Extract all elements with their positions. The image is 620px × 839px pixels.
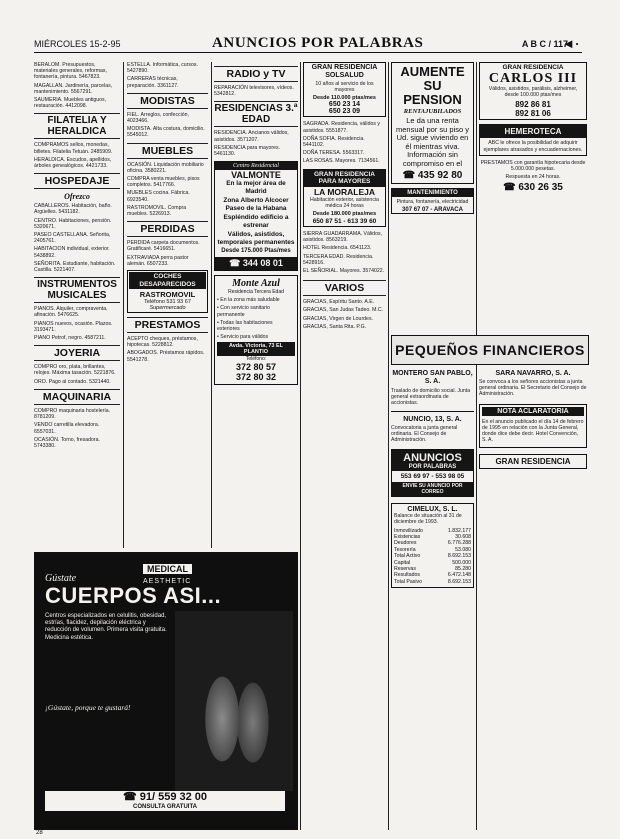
medical-phone-bar — [45, 791, 285, 811]
nuncio-name: NUNCIO, 13, S. A. — [403, 415, 462, 423]
classified-ad: CARRERAS técnicas, preparación. 3361127. — [127, 76, 179, 89]
mantenimiento-title: MANTENIMIENTO — [392, 189, 473, 197]
navarro-body: Se convoca a los señores accionistas a junta general ordinaria. El Secretario del Consejo de Administración. — [479, 379, 587, 398]
page-header — [34, 35, 582, 53]
hemeroteca-ad-box — [479, 124, 587, 155]
classified-ad: ABOGADOS. Préstamos rápidos. 5541278. — [127, 350, 205, 363]
valmonte-tag: Centro Residencial — [215, 162, 297, 170]
classified-ad: OCASIÓN. Torno, fresadora. 5743380. — [34, 436, 100, 449]
cimelux-body: Balance de situación al 31 de diciembre de 1993. — [394, 513, 462, 526]
valmonte-ad-box — [214, 161, 298, 271]
column-rule — [123, 62, 124, 548]
solsalud-price: Desde 110.000 ptas/mes — [313, 95, 376, 102]
classified-ad: SIERRA GUADARRAMA. Válidos, asistidos. 8563219. — [303, 231, 382, 244]
carlos-phone2: 892 81 06 — [515, 109, 551, 119]
moraleja-ad-box — [303, 169, 386, 227]
classified-ad: BERALOM. Presupuestos, materiales generales, reformas, fontanería, pintura. 5467823. — [34, 62, 107, 81]
monte-azul-phone2: 372 80 32 — [235, 372, 277, 383]
carlos-body: Válidos, asistidos, parálisis, alzheimer, desde 100.000 ptas/mes — [488, 86, 578, 99]
medical-sub: ¡Gústate, porque te gustará! — [45, 703, 131, 712]
solsalud-title: GRAN RESIDENCIA SOLSALUD — [311, 64, 378, 79]
classified-ad: RASTROMOVIL. Compra muebles. 5226913. — [127, 204, 187, 218]
balance-label: Deudores — [394, 540, 417, 547]
montero-name: MONTERO SAN PABLO, S. A. — [392, 370, 473, 385]
monte-azul-bullet: • Servicio para válidos — [217, 334, 269, 341]
carlos-name: CARLOS III — [488, 71, 578, 86]
carlos-title: GRAN RESIDENCIA — [502, 64, 564, 71]
classified-ad: DOÑA SOFIA. Residencia. 5441102. — [303, 135, 365, 149]
classified-ad: CENTRO. Habitaciones, pensión. 5320671. — [34, 217, 112, 230]
classified-ad: MUEBLES cocina. Fábrica. 6923540. — [127, 190, 190, 203]
balance-label: Existencias — [394, 534, 421, 541]
classified-ad: GRACIAS, Santa Rita. P.G. — [303, 323, 367, 330]
anuncios-ad-box — [391, 449, 474, 497]
classified-ad: PIANOS. Alquiler, compraventa, afinación. 5476625. — [34, 306, 108, 319]
coches-phone: Teléfono 531 93 67 — [144, 299, 191, 306]
classified-ad: DOÑA TERESA. 5563317. — [303, 150, 365, 157]
classified-ad: MODISTA. Alta costura, domicilio. 5545012. — [127, 126, 205, 139]
navarro-name: SARA NAVARRO, S. A. — [495, 370, 571, 377]
classified-ad: ORO. Pago al contado. 5321440. — [34, 378, 111, 385]
balance-value: 6.472.148 — [447, 572, 471, 579]
medical-headline: CUERPOS ASI... — [45, 583, 222, 608]
hemeroteca-title: HEMEROTECA — [480, 125, 586, 138]
mantenimiento-body: Pintura, fontanería, electricidad — [396, 199, 469, 205]
medical-phone: ☎ 91/ 559 32 00 — [122, 791, 208, 803]
monte-azul-address: Avda. Victoria, 73 EL PLANTIO — [217, 342, 295, 356]
carlos-phone1: 892 86 81 — [515, 100, 551, 110]
section-heading: JOYERIA — [34, 345, 120, 361]
medical-tagline: Gústate — [45, 573, 77, 584]
monte-azul-phone-label: Teléfono: — [245, 356, 267, 363]
classified-ad: CABALLEROS. Habitación, baño. Argüelles. 5431182. — [34, 203, 112, 216]
bodies-photo — [175, 611, 293, 791]
balance-value: 30.608 — [455, 534, 471, 541]
balance-label: Tesorería — [394, 546, 416, 553]
balance-value: 53.080 — [455, 546, 471, 553]
cimelux-name: CIMELUX, S. L. — [407, 506, 458, 514]
classified-ad: COMPRAMOS sellos, monedas, billetes. Filatelia Tetuán. 2485909. — [34, 142, 113, 155]
solsalud-body: 10 años al servicio de los mayores — [315, 81, 374, 94]
pension-phone: ☎ 435 92 80 — [402, 170, 463, 181]
gran-residencia-title: GRAN RESIDENCIA — [495, 457, 571, 467]
section-heading: MODISTAS — [127, 93, 208, 109]
classified-ad: EXTRAVIADA perra pastor alemán. 6507233. — [127, 254, 189, 267]
pension-line3: PENSION — [403, 92, 462, 107]
balance-label: Capital — [394, 559, 411, 566]
moraleja-title: GRAN RESIDENCIA PARA MAYORES — [304, 170, 385, 187]
valmonte-name: VALMONTE — [231, 170, 281, 181]
hemeroteca-body: ABC le ofrece la posibilidad de adquirir ejemplares atrasados y encuadernaciones. — [483, 140, 583, 153]
valmonte-line2: Zona Alberto Alcocer Paseo de la Habana — [223, 197, 289, 212]
nuncio-body: Convocatoria a junta general ordinaria. El Consejo de Administración. — [391, 424, 458, 444]
montero-body: Traslado de domicilio social. Junta general extraordinaria de accionistas. — [391, 388, 471, 407]
column-1 — [34, 62, 120, 548]
classified-ad: FIEL. Arreglos, confección, 4023466. — [127, 111, 189, 125]
moraleja-body: Habitación exterior, asistencia médica 24 horas — [310, 196, 379, 209]
header-paper: A B C / 117 — [521, 39, 568, 49]
medical-aesthetic-ad — [34, 552, 298, 830]
classified-ad: PIANO Petrof, negro. 4587211. — [34, 335, 106, 342]
balance-value: 6.776.288 — [447, 540, 471, 547]
section-heading: HOSPEDAJE — [34, 173, 120, 189]
cimelux-notice — [391, 503, 474, 588]
valmonte-price: Desde 175.000 Ptas/mes — [221, 248, 291, 255]
classified-ad: LAS ROSAS. Mayores. 7134561. — [303, 158, 380, 165]
anuncios-phone: 553 69 97 - 553 98 05 — [400, 473, 465, 481]
column-5-lower — [391, 368, 474, 832]
column-6-lower — [479, 368, 587, 832]
column-2 — [127, 62, 208, 548]
anuncios-subtitle: POR PALABRAS — [392, 464, 473, 471]
balance-value: 8.692.153 — [447, 578, 471, 585]
column-rule — [300, 62, 301, 830]
classified-ad: SAGRADA. Residencia, válidos y asistidos. 5551877. — [303, 121, 380, 134]
section-heading: MAQUINARIA — [34, 389, 120, 405]
classified-ad: ACEPTO cheques, préstamos, hipotecas. 5228812. — [127, 336, 198, 349]
column-rule — [476, 62, 477, 830]
section-heading: PERDIDAS — [127, 221, 208, 237]
classified-ad: REPARACIÓN televisores, vídeos. 5342812. — [214, 85, 294, 98]
classified-ad: MAGALLAN. Jardinería, parcelas, mantenimiento. 5567291. — [34, 82, 113, 95]
section-heading: RADIO y TV — [214, 66, 298, 82]
col6-phone: ☎ 630 26 35 — [503, 182, 563, 194]
medical-cta: CONSULTA GRATUITA — [133, 804, 197, 810]
pequenos-financieros-banner — [391, 335, 589, 365]
anuncios-mail: ENVIE SU ANUNCIO POR CORREO — [392, 482, 473, 496]
solsalud-ad-box — [303, 62, 386, 117]
column-6 — [479, 62, 587, 332]
medical-brand — [143, 559, 293, 585]
page-title: ANUNCIOS POR PALABRAS — [212, 35, 424, 51]
monte-azul-phone1: 372 80 57 — [235, 362, 277, 373]
anuncios-title: ANUNCIOS — [392, 450, 473, 464]
moraleja-phone: 650 87 51 - 613 39 60 — [312, 218, 377, 226]
balance-label: Total Activo — [394, 553, 421, 560]
balance-label: Resultados — [394, 572, 420, 579]
classified-ad: VENDO carretilla elevadora. 6557031. — [34, 422, 100, 435]
classified-ad: PRESTAMOS con garantía hipotecaria desde 5.000.000 pesetas. — [480, 159, 586, 173]
classified-ad: EL SEÑORIAL. Mayores. 3574022. — [303, 268, 385, 275]
cimelux-balance-table — [394, 528, 471, 586]
classified-ad: COMPRO maquinaria hostelería. 8781209. — [34, 407, 111, 421]
pension-ad-box — [391, 62, 474, 184]
mantenimiento-ad-box — [391, 188, 474, 214]
pequenos-financieros-title: PEQUEÑOS FINANCIEROS — [395, 342, 585, 358]
mantenimiento-phone: 307 67 07 - ARAVACA — [402, 207, 463, 214]
classified-ad: GRACIAS, Espíritu Santo. A.E. — [303, 299, 375, 306]
page-number: 28 — [36, 830, 43, 836]
section-heading: MUEBLES — [127, 143, 208, 159]
coches-name: RASTROMOVIL — [139, 290, 196, 300]
monte-azul-bullet: • Todas las habitaciones exteriores — [217, 319, 273, 333]
balance-value: 1.832.177 — [447, 527, 471, 534]
nota-aclaratoria-box — [479, 404, 587, 449]
balance-row — [394, 579, 471, 585]
classified-ad: ESTELLA. Informática, cursos. 5427890. — [127, 62, 198, 75]
column-4 — [303, 62, 386, 832]
classified-ad: RESIDENCIA para mayores. 5461130. — [214, 144, 281, 158]
balance-label: Reservas — [394, 566, 416, 573]
pension-line2: SU — [423, 78, 442, 93]
medical-brand-1: MEDICAL — [143, 564, 192, 574]
solsalud-phone2: 650 23 09 — [328, 108, 361, 116]
classified-ad: PERDIDA carpeta documentos. Gratificaré. 5416651. — [127, 240, 200, 253]
balance-value: 85.280 — [455, 566, 471, 573]
section-heading: PRESTAMOS — [127, 317, 208, 333]
gran-residencia-footer — [479, 454, 587, 469]
classified-ad: TERCERA EDAD. Residencia. 5428916. — [303, 253, 374, 266]
moraleja-price: Desde 180.000 ptas/mes — [312, 211, 377, 218]
classified-ad: SEÑORITA. Estudiante, habitación. Castilla. 5221407. — [34, 260, 116, 274]
classified-ad: PASEO CASTELLANA. Señorita, 2405761. — [34, 232, 111, 245]
monte-azul-sub: Residencia Tercera Edad — [228, 289, 284, 296]
section-heading: RESIDENCIAS 3.ª EDAD — [214, 103, 298, 126]
coches-title: COCHES DESAPARECIDOS — [129, 272, 206, 289]
pension-body: Le da una renta mensual por su piso y Ud. sigue viviendo en él mientras viva. Información sin compromiso en el — [396, 116, 469, 168]
section-heading: INSTRUMENTOS MUSICALES — [34, 277, 120, 303]
valmonte-line3: Espléndido edificio a estrenar — [223, 214, 289, 229]
valmonte-line4: Válidos, asistidos, temporales permanentes — [217, 231, 295, 246]
classified-ad: GRACIAS, Virgen de Lourdes. — [303, 315, 373, 322]
classified-ad: COMPRA venta muebles, pisos completos. 5417766. — [127, 176, 200, 189]
balance-label: Inmovilizado — [394, 527, 423, 534]
pension-line1: AUMENTE — [400, 64, 465, 79]
classified-ad: RESIDENCIA. Ancianos válidos, asistidos. 3571207. — [214, 130, 289, 143]
valmonte-phone: ☎ 344 08 01 — [215, 257, 297, 270]
monte-azul-name: Monte Azul — [232, 278, 280, 290]
classified-ad: HOTEL Residencia. 6541123. — [303, 245, 372, 252]
header-date: MIÉRCOLES 15-2-95 — [34, 39, 121, 49]
subsection-heading: Ofrezco — [64, 192, 90, 202]
balance-label: Total Pasivo — [394, 578, 422, 585]
classified-ad: COMPRO oro, plata, brillantes, relojes. Máxima tasación. 5221876. — [34, 364, 116, 377]
moraleja-name: LA MORALEJA — [313, 186, 376, 197]
monte-azul-bullet: • En la zona más saludable — [217, 297, 280, 304]
medical-brand-2: AESTHETIC — [143, 578, 192, 585]
column-rule — [388, 62, 389, 830]
balance-value: 8.692.153 — [447, 553, 471, 560]
nota-title: NOTA ACLARATORIA — [482, 407, 584, 416]
coches-brand: Supermercado — [149, 305, 186, 312]
column-rule — [211, 62, 212, 548]
balance-value: 500.000 — [452, 559, 471, 566]
valmonte-line1: En la mejor área de Madrid — [226, 180, 286, 195]
coches-ad-box — [127, 270, 208, 313]
valmonte-phone-number: 344 08 01 — [242, 258, 283, 269]
classified-ad: HERALDICA. Escudos, apellidos, árboles genealógicos. 4421733. — [34, 156, 112, 170]
pension-phone-number: 435 92 80 — [417, 170, 463, 181]
classified-ad: HABITACION individual, exterior. 5438892. — [34, 246, 110, 259]
classified-ad: SAUMERIA. Muebles antiguos, restauración. 4412098. — [34, 97, 107, 110]
nota-body: En el anuncio publicado el día 14 de febrero de 1995 en relación con la Junta General, donde dice debe decir. Hotel Convención, S. A. — [482, 418, 584, 444]
carlos-ad-box — [479, 62, 587, 120]
section-heading: VARIOS — [303, 280, 386, 296]
solsalud-phone1: 650 23 14 — [328, 101, 361, 109]
monte-azul-ad-box — [214, 275, 298, 385]
classified-ad: OCASIÓN. Liquidación mobiliario oficina. 3580221. — [127, 161, 204, 174]
monte-azul-bullet: • Con servicio sanitario permanente — [217, 305, 270, 318]
classified-ad: Respuesta en 24 horas. — [505, 174, 561, 181]
column-3 — [214, 62, 298, 548]
pension-brand: RENTAJUBILADOS — [403, 108, 462, 115]
arrow-icon: ◄· — [562, 36, 580, 51]
classified-ad: GRACIAS, San Judas Tadeo. M.C. — [303, 307, 384, 314]
medical-body: Centros especializados en celulitis, obesidad, estrías, flacidez, depilación eléctrica y reducción de volumen. Primera visita gratuita. Medicina estética. — [45, 613, 167, 641]
classified-ad: PIANOS nuevos, ocasión. Plazos. 3193471. — [34, 320, 113, 333]
section-heading: FILATELIA Y HERALDICA — [34, 113, 120, 139]
